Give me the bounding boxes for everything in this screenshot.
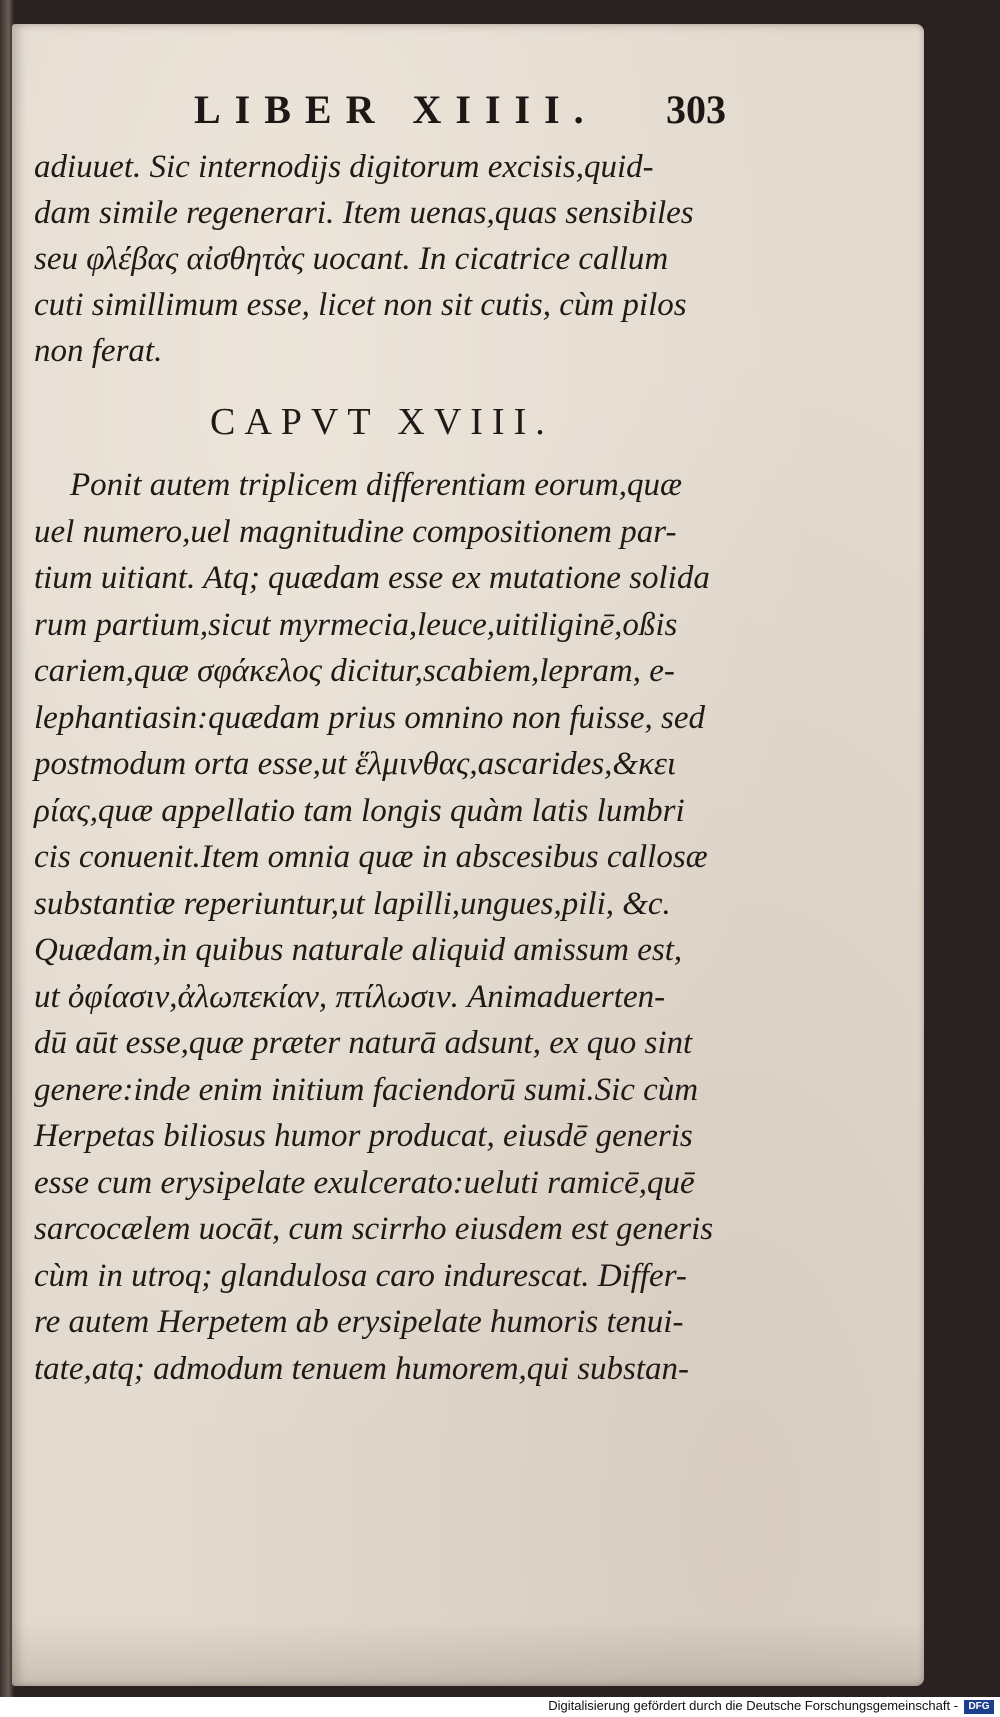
text-line: cùm in utroq; glandulosa caro indurescat. Differ- xyxy=(34,1257,687,1294)
text-line: lephantiasin:quædam prius omnino non fuisse, sed xyxy=(34,699,706,736)
text-line: substantiæ reperiuntur,ut lapilli,ungues,pili, &c. xyxy=(34,885,671,922)
text-line: cuti simillimum esse, licet non sit cutis, cùm pilos xyxy=(34,287,687,323)
chapter-heading: CAPVT XVIII. xyxy=(210,401,554,443)
text-line: ut ὀφίασιν,ἀλωπεκίαν, πτίλωσιν. Animaduerten- xyxy=(34,978,666,1015)
dfg-logo: DFG xyxy=(964,1700,994,1714)
text-line: Ponit autem triplicem differentiam eorum,quæ xyxy=(70,467,682,503)
text-line: dū aūt esse,quæ præter naturā adsunt, ex quo sint xyxy=(34,1025,693,1061)
text-line: rum partium,sicut myrmecia,leuce,uitiliginē,oßis xyxy=(34,606,678,643)
text-line: non ferat. xyxy=(34,333,163,369)
text-line: cariem,quæ σφάκελος dicitur,scabiem,lepram, e- xyxy=(34,653,675,689)
text-line: seu φλέβας αἰσθητὰς uocant. In cicatrice callum xyxy=(34,241,669,277)
digitization-credit: Digitalisierung gefördert durch die Deutsche Forschungsgemeinschaft - xyxy=(548,1698,958,1713)
text-line: re autem Herpetem ab erysipelate humoris tenui- xyxy=(34,1304,684,1340)
page-header xyxy=(34,86,754,142)
text-line: Herpetas biliosus humor producat, eiusdē generis xyxy=(34,1118,693,1154)
text-line: dam simile regenerari. Item uenas,quas sensibiles xyxy=(34,195,694,231)
page-number: 303 xyxy=(666,87,726,132)
text-line: adiuuet. Sic internodijs digitorum excisis,quid- xyxy=(34,149,654,185)
text-line: cis conuenit.Item omnia quæ in abscesibus callosæ xyxy=(34,839,708,875)
text-line: genere:inde enim initium faciendorū sumi.Sic cùm xyxy=(34,1071,699,1108)
text-line: Quædam,in quibus naturale aliquid amissum est, xyxy=(34,932,683,968)
text-line: uel numero,uel magnitudine compositionem par- xyxy=(34,513,677,550)
text-line: tate,atq; admodum tenuem humorem,qui substan- xyxy=(34,1350,690,1387)
text-line: ρίας,quæ appellatio tam longis quàm latis lumbri xyxy=(34,792,685,829)
page-shadow xyxy=(12,1620,924,1686)
text-line: sarcocælem uocāt, cum scirrho eiusdem est generis xyxy=(34,1211,714,1247)
text-line: postmodum orta esse,ut ἕλμινθας,ascarides,&κει xyxy=(34,746,677,782)
text-line: esse cum erysipelate exulcerato:ueluti ramicē,quē xyxy=(34,1164,695,1201)
text-line: tium uitiant. Atq; quædam esse ex mutatione solida xyxy=(34,560,710,596)
running-title: LIBER XIIII. xyxy=(194,87,598,132)
